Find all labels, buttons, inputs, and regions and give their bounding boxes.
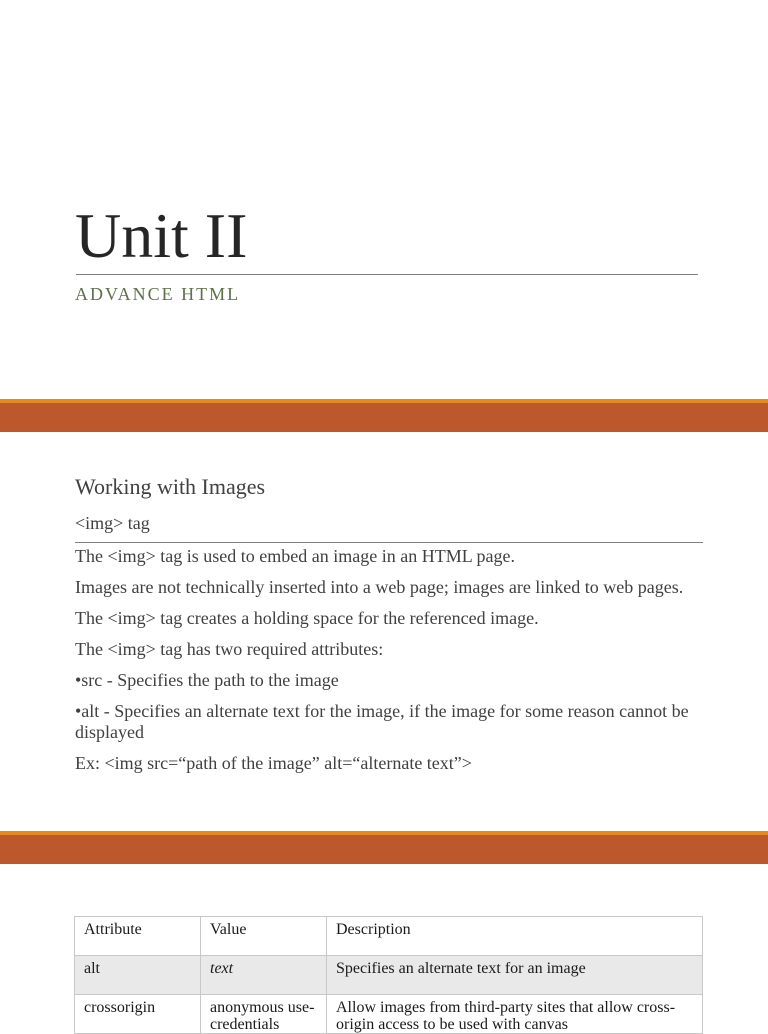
header-cell: Attribute [75,917,201,956]
paragraph: The <img> tag is used to embed an image in an HTML page. [75,546,516,566]
paragraph: Images are not technically inserted into a web page; images are linked to web pages. [75,577,684,597]
example-line: Ex: <img src=“path of the image” alt=“alternate text”> [75,753,472,773]
content-slide [0,432,768,831]
table-cell: Specifies an alternate text for an image [327,956,703,995]
table-row [75,995,703,1034]
title-divider [76,274,698,275]
bullet-alt: •alt - Specifies an alternate text for the image, if the image for some reason cannot be displayed [75,701,689,742]
table-slide [0,864,768,1033]
bullet-src: •src - Specifies the path to the image [75,670,339,690]
paragraph: The <img> tag creates a holding space for the referenced image. [75,608,539,628]
table-cell: crossorigin [75,995,201,1034]
table-cell: alt [75,956,201,995]
table-cell: text [201,956,327,995]
body-text [75,544,695,774]
title-slide [0,0,768,400]
section-heading: Working with Images [75,474,266,499]
table-header-row [75,917,703,956]
header-cell: Description [327,917,703,956]
paragraph: The <img> tag has two required attributes: [75,639,384,659]
table-cell: Allow images from third-party sites that allow cross-origin access to be used with canvas [327,995,703,1034]
slide-title: Unit II [75,200,248,271]
section-subheading: <img> tag [75,513,150,533]
table-cell: anonymous use-credentials [201,995,327,1034]
attribute-table [74,916,703,1034]
slide-subtitle: ADVANCE HTML [75,284,241,304]
table-row [75,956,703,995]
slide-separator-band [0,831,768,864]
content-divider [75,542,703,543]
slide-separator-band [0,399,768,432]
header-cell: Value [201,917,327,956]
